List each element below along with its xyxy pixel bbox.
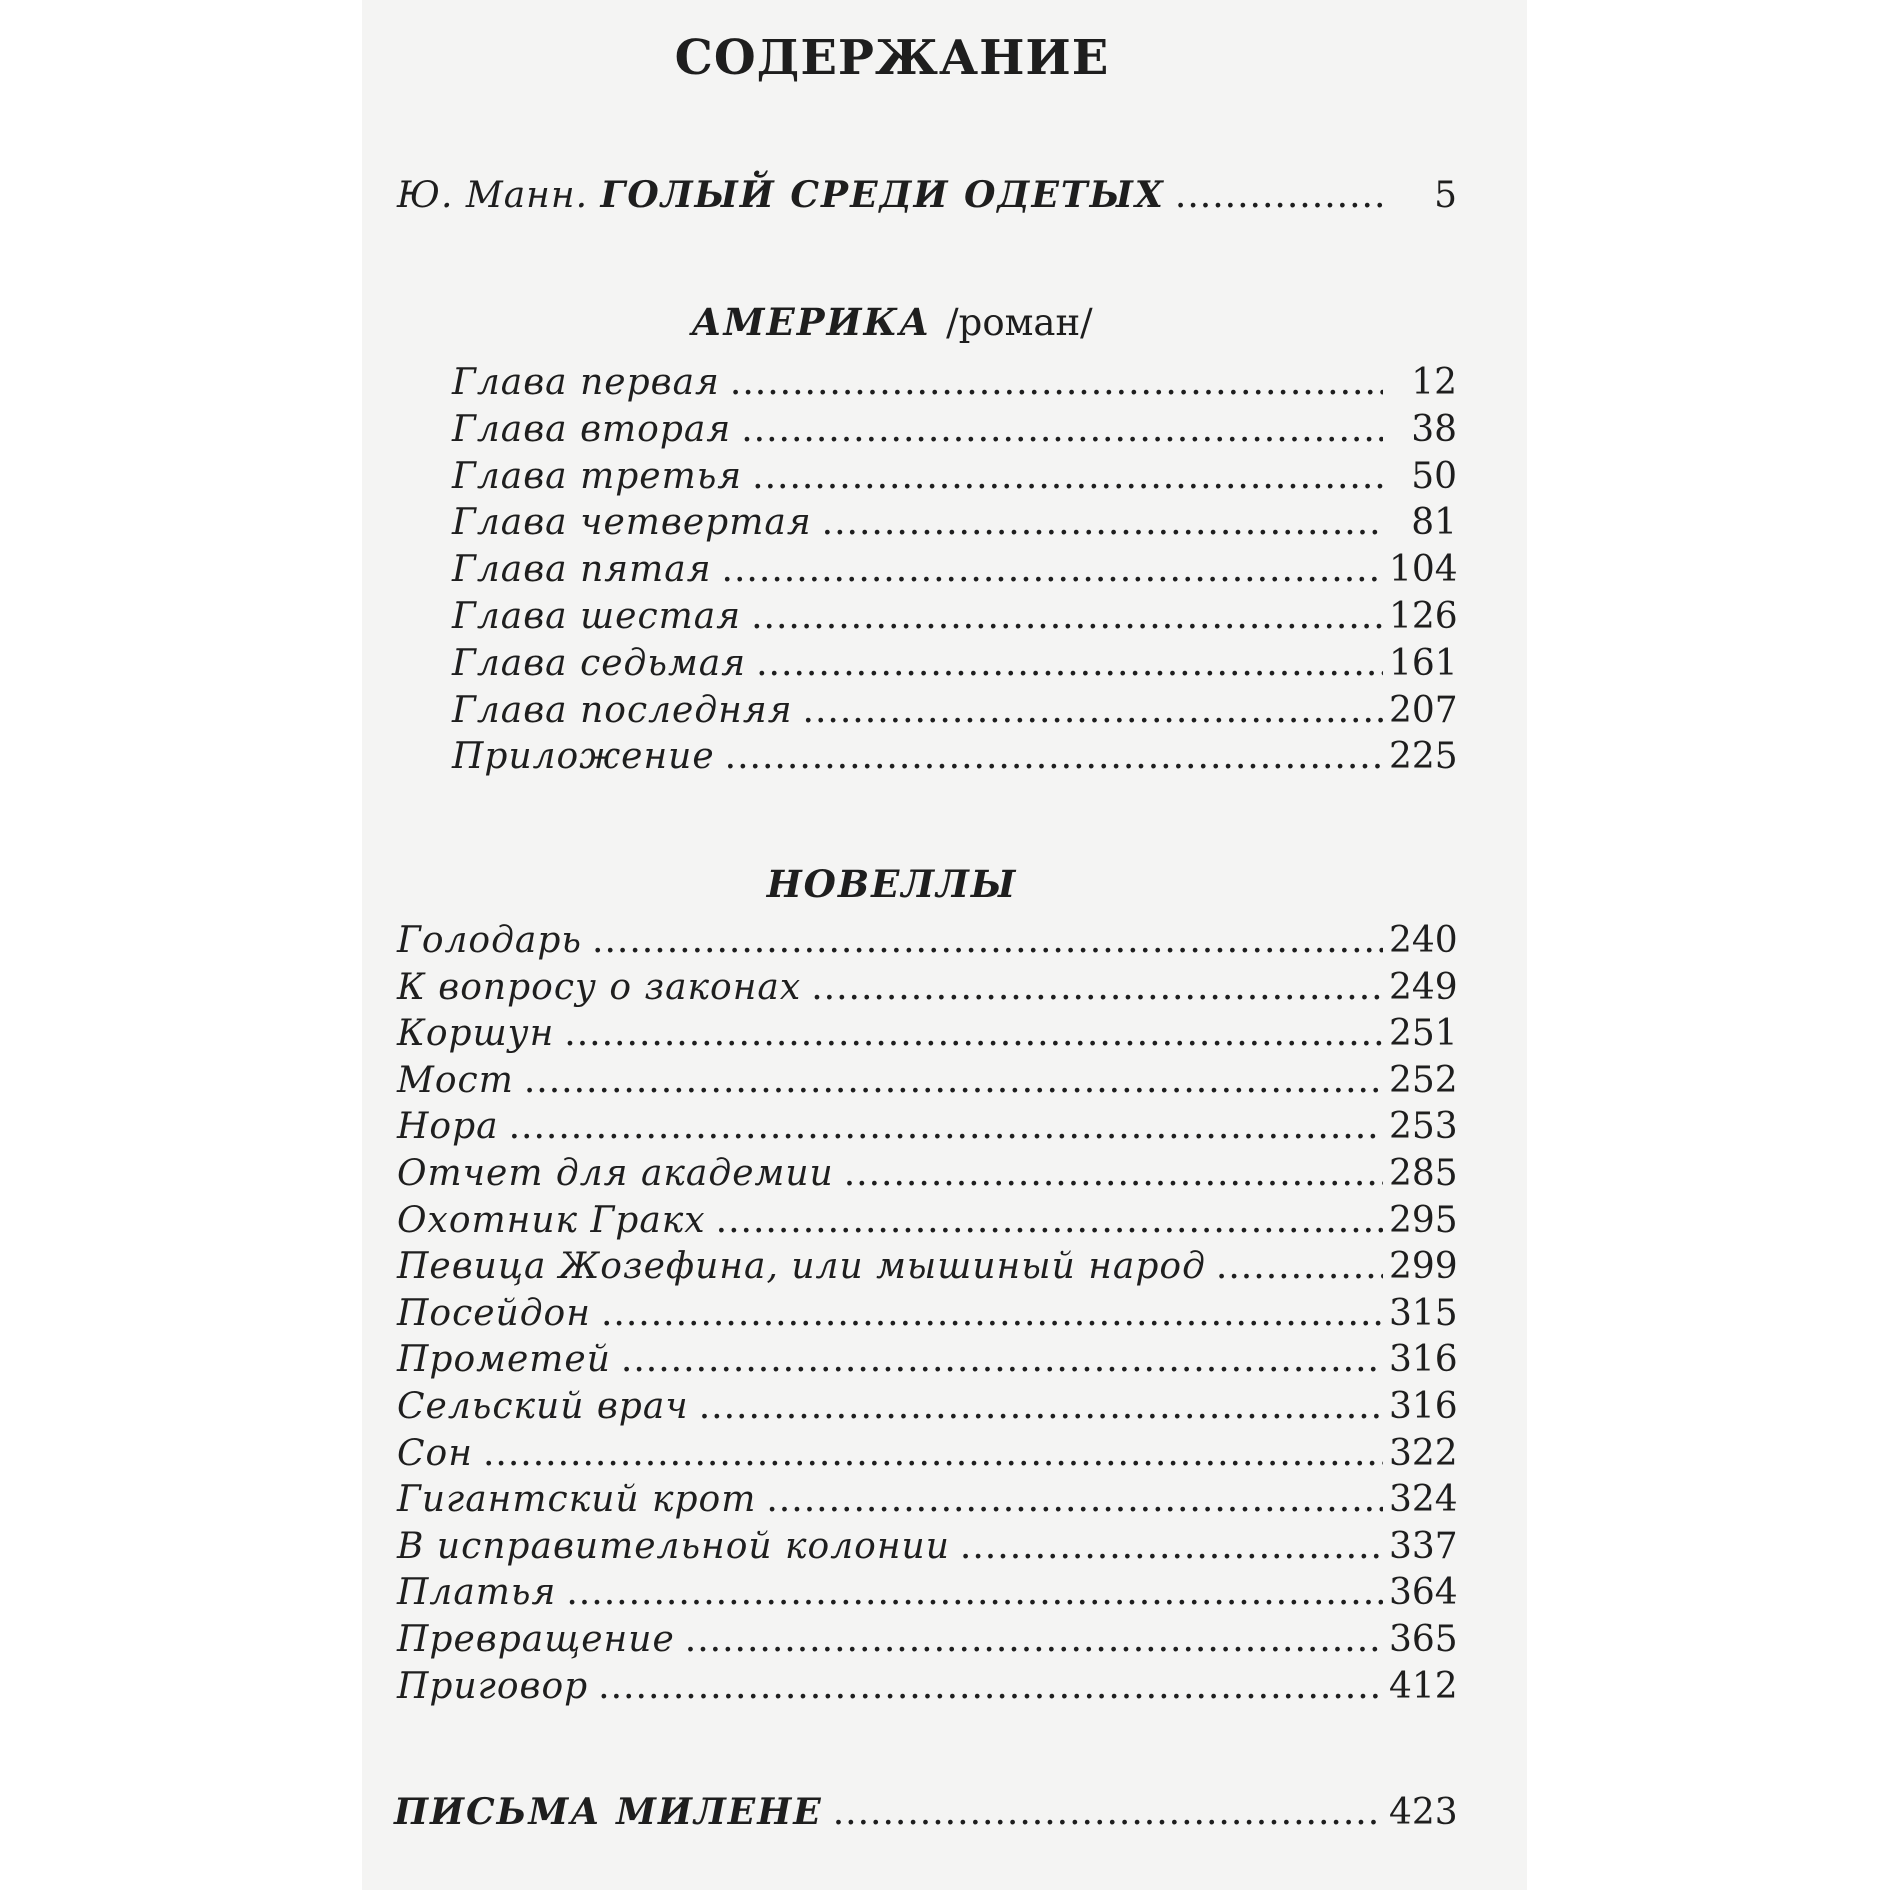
novella-entry-page: 324 [1389, 1479, 1458, 1521]
novella-entry [397, 1244, 1457, 1290]
chapter-entry-page: 225 [1389, 736, 1458, 778]
novella-entry-page: 337 [1389, 1525, 1458, 1567]
dot-leader [730, 360, 1383, 406]
chapter-entry [452, 500, 1457, 546]
novella-entry [397, 1104, 1457, 1150]
intro-entry [397, 172, 1457, 218]
novella-entry-title: Сельский врач [397, 1386, 689, 1427]
novella-entry-page: 251 [1389, 1013, 1458, 1055]
chapter-entry-title: Глава четвертая [452, 502, 812, 544]
novella-entry-page: 316 [1389, 1339, 1458, 1381]
dot-leader [722, 547, 1383, 593]
novella-entry-page: 295 [1389, 1199, 1458, 1241]
novella-entry-page: 315 [1389, 1292, 1458, 1334]
novella-entry-title: Отчет для академии [397, 1153, 834, 1194]
novella-entry-page: 412 [1389, 1665, 1458, 1707]
novella-entry [397, 1524, 1457, 1570]
novella-entry [397, 965, 1457, 1011]
letters-page: 423 [1389, 1792, 1458, 1833]
chapter-entry-title: Глава седьмая [452, 642, 747, 684]
novella-entry-page: 364 [1389, 1572, 1458, 1614]
novella-entry [397, 1617, 1457, 1663]
chapter-entry [452, 688, 1457, 734]
chapter-entry-title: Глава первая [452, 362, 720, 403]
dot-leader [833, 1790, 1383, 1836]
chapter-entry-page: 126 [1389, 596, 1458, 637]
novella-entry [397, 1384, 1457, 1430]
dot-leader [725, 734, 1383, 780]
dot-leader [756, 641, 1383, 687]
novella-entry-title: Нора [397, 1106, 499, 1148]
chapter-entry-title: Глава шестая [452, 596, 742, 637]
dot-leader [524, 1058, 1383, 1104]
novella-entry-page: 299 [1389, 1246, 1458, 1288]
chapter-entry-title: Приложение [452, 736, 715, 778]
novella-entry [397, 1058, 1457, 1104]
chapter-entry-title: Глава пятая [452, 549, 712, 591]
novella-entry-page: 252 [1389, 1059, 1458, 1101]
novella-entry [397, 1151, 1457, 1197]
novella-entry-page: 365 [1389, 1619, 1458, 1660]
novella-entry [397, 1198, 1457, 1244]
novella-entry-title: Голодарь [397, 920, 583, 961]
toc-title: СОДЕРЖАНИЕ [674, 30, 1110, 86]
dot-leader [960, 1524, 1383, 1570]
dot-leader [752, 454, 1383, 500]
novella-entry-page: 316 [1389, 1386, 1458, 1427]
novella-entry-page: 240 [1389, 920, 1458, 961]
novella-entry-title: Мост [397, 1059, 514, 1101]
chapter-entry [452, 454, 1457, 500]
dot-leader [699, 1384, 1383, 1430]
dot-leader [685, 1617, 1383, 1663]
novella-entry-title: Охотник Гракх [397, 1199, 706, 1241]
dot-leader [621, 1337, 1383, 1383]
dot-leader [822, 500, 1383, 546]
dot-leader [1175, 173, 1383, 219]
novella-entry [397, 1570, 1457, 1616]
novella-entry [397, 1291, 1457, 1337]
novella-entry-page: 285 [1389, 1153, 1458, 1194]
dot-leader [592, 918, 1383, 964]
chapter-entry [452, 734, 1457, 780]
chapter-entry-page: 12 [1411, 362, 1457, 403]
chapter-entry-title: Глава вторая [452, 408, 732, 450]
novella-entry-title: Посейдон [397, 1292, 591, 1334]
america-heading-title: АМЕРИКА [691, 300, 932, 344]
chapter-entry [452, 360, 1457, 406]
letters-entry [394, 1789, 1457, 1835]
novella-entry-page: 249 [1389, 966, 1458, 1008]
novella-entry [397, 1664, 1457, 1710]
dot-leader [601, 1291, 1383, 1337]
novella-entry-title: Прометей [397, 1339, 611, 1381]
dot-leader [566, 1570, 1383, 1616]
novella-entry-title: В исправительной колонии [397, 1525, 950, 1567]
novella-entry-title: Гигантский крот [397, 1479, 757, 1521]
dot-leader [598, 1664, 1383, 1710]
america-heading-note: /роман/ [946, 301, 1093, 344]
novella-entry-title: Платья [397, 1572, 557, 1614]
chapter-entry [452, 547, 1457, 593]
dot-leader [803, 688, 1383, 734]
novella-entry-title: Сон [397, 1432, 473, 1474]
novella-entry [397, 1431, 1457, 1477]
intro-label [397, 172, 1165, 219]
dot-leader [1216, 1244, 1383, 1290]
dot-leader [751, 594, 1383, 640]
novella-entry-title: К вопросу о законах [397, 966, 802, 1008]
america-heading [362, 300, 1422, 344]
chapter-entry-page: 81 [1411, 502, 1457, 544]
dot-leader [716, 1198, 1383, 1244]
chapter-entry-page: 38 [1411, 408, 1457, 450]
chapter-entry-page: 50 [1411, 455, 1457, 497]
novella-entry-title: Коршун [397, 1013, 555, 1055]
dot-leader [811, 965, 1383, 1011]
dot-leader [741, 407, 1383, 453]
book-page [362, 0, 1527, 1890]
novella-entry-title: Певица Жозефина, или мышиный народ [397, 1246, 1206, 1288]
intro-work: ГОЛЫЙ СРЕДИ ОДЕТЫХ [600, 174, 1165, 216]
dot-leader [509, 1104, 1383, 1150]
novella-entry [397, 1011, 1457, 1057]
intro-author: Ю. Манн. [397, 175, 589, 216]
chapter-entry-page: 104 [1389, 549, 1458, 591]
novella-entry [397, 1337, 1457, 1383]
chapter-entry-title: Глава последняя [452, 689, 793, 731]
novella-entry-title: Приговор [397, 1665, 589, 1707]
chapter-entry-title: Глава третья [452, 455, 743, 497]
chapter-entry-page: 207 [1389, 689, 1458, 731]
dot-leader [564, 1011, 1383, 1057]
novella-entry-title: Превращение [397, 1619, 675, 1660]
novella-entry [397, 918, 1457, 964]
dot-leader [844, 1151, 1383, 1197]
chapter-entry [452, 407, 1457, 453]
letters-label: ПИСЬМА МИЛЕНЕ [394, 1791, 823, 1833]
intro-page: 5 [1434, 175, 1457, 216]
dot-leader [483, 1431, 1383, 1477]
novella-entry-page: 253 [1389, 1106, 1458, 1148]
chapter-entry-page: 161 [1389, 642, 1458, 684]
novella-entry-page: 322 [1389, 1432, 1458, 1474]
novella-entry [397, 1477, 1457, 1523]
novellas-heading: НОВЕЛЛЫ [766, 862, 1018, 906]
chapter-entry [452, 641, 1457, 687]
dot-leader [766, 1477, 1383, 1523]
chapter-entry [452, 594, 1457, 640]
